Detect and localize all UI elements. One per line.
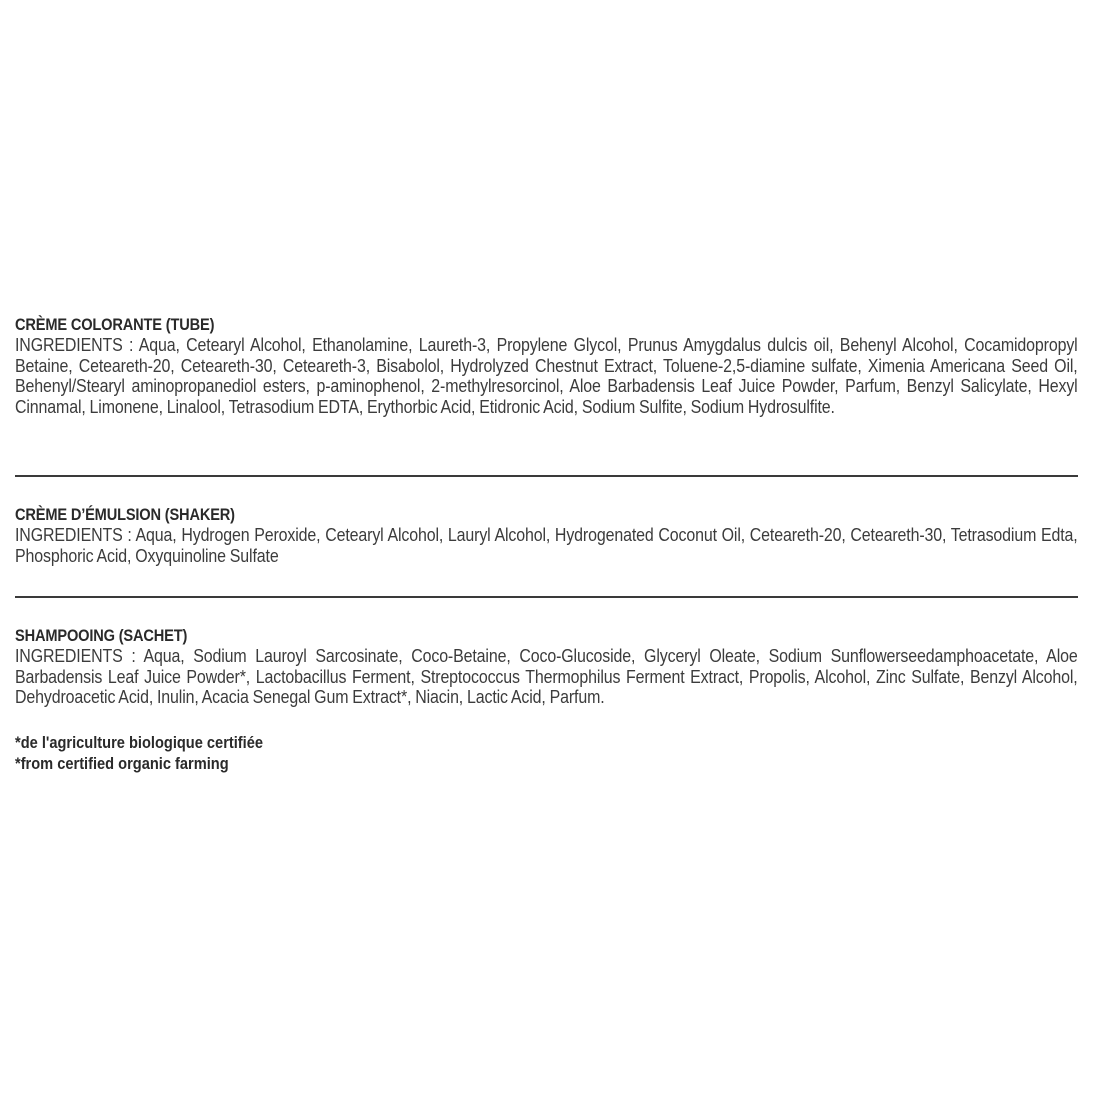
section-title: CRÈME COLORANTE (TUBE) xyxy=(15,315,215,334)
ingredients-paragraph: INGREDIENTS : Aqua, Cetearyl Alcohol, Ethanolamine, Laureth-3, Propylene Glycol, Prunus Amygdalus dulcis oil, Behenyl Alcohol, Cocamidopropyl Betaine, Ceteareth-20, Ceteareth-30, Ceteareth-3, Bisabolol, Hydrolyzed Chestnut Extract, Toluene-2,5-diamine sulfate, Ximenia Americana Seed Oil, Behenyl/Stearyl aminopropanediol esters, p-aminophenol, 2-methylresorcinol, Aloe Barbadensis Leaf Juice Powder, Parfum, Benzyl Salicylate, Hexyl Cinnamal, Limonene, Linalool, Tetrasodium EDTA, Erythorbic Acid, Etidronic Acid, Sodium Sulfite, Sodium Hydrosulfite. xyxy=(15,334,1078,417)
section-divider xyxy=(15,475,1078,477)
section-title: SHAMPOOING (SACHET) xyxy=(15,626,188,645)
footnote-fr: *de l'agriculture biologique certifiée xyxy=(15,733,264,752)
section-divider xyxy=(15,596,1078,598)
ingredients-text xyxy=(15,335,1078,417)
ingredients-paragraph: INGREDIENTS : Aqua, Hydrogen Peroxide, Cetearyl Alcohol, Lauryl Alcohol, Hydrogenated Coconut Oil, Ceteareth-20, Ceteareth-30, Tetrasodium Edta, Phosphoric Acid, Oxyquinoline Sulfate xyxy=(15,524,1078,566)
ingredients-text xyxy=(15,646,1078,708)
section-creme-emulsion xyxy=(15,505,1078,566)
section-creme-colorante xyxy=(15,315,1078,417)
ingredients-paragraph: INGREDIENTS : Aqua, Sodium Lauroyl Sarcosinate, Coco-Betaine, Coco-Glucoside, Glyceryl Oleate, Sodium Sunflowerseedamphoacetate, Aloe Barbadensis Leaf Juice Powder*, Lactobacillus Ferment, Streptococcus Thermophilus Ferment Extract, Propolis, Alcohol, Zinc Sulfate, Benzyl Alcohol, Dehydroacetic Acid, Inulin, Acacia Senegal Gum Extract*, Niacin, Lactic Acid, Parfum. xyxy=(15,645,1078,708)
section-shampooing xyxy=(15,626,1078,708)
footnote-en: *from certified organic farming xyxy=(15,753,229,773)
footnotes xyxy=(15,733,1078,774)
ingredients-text xyxy=(15,525,1078,566)
section-title: CRÈME D’ÉMULSION (SHAKER) xyxy=(15,505,235,524)
